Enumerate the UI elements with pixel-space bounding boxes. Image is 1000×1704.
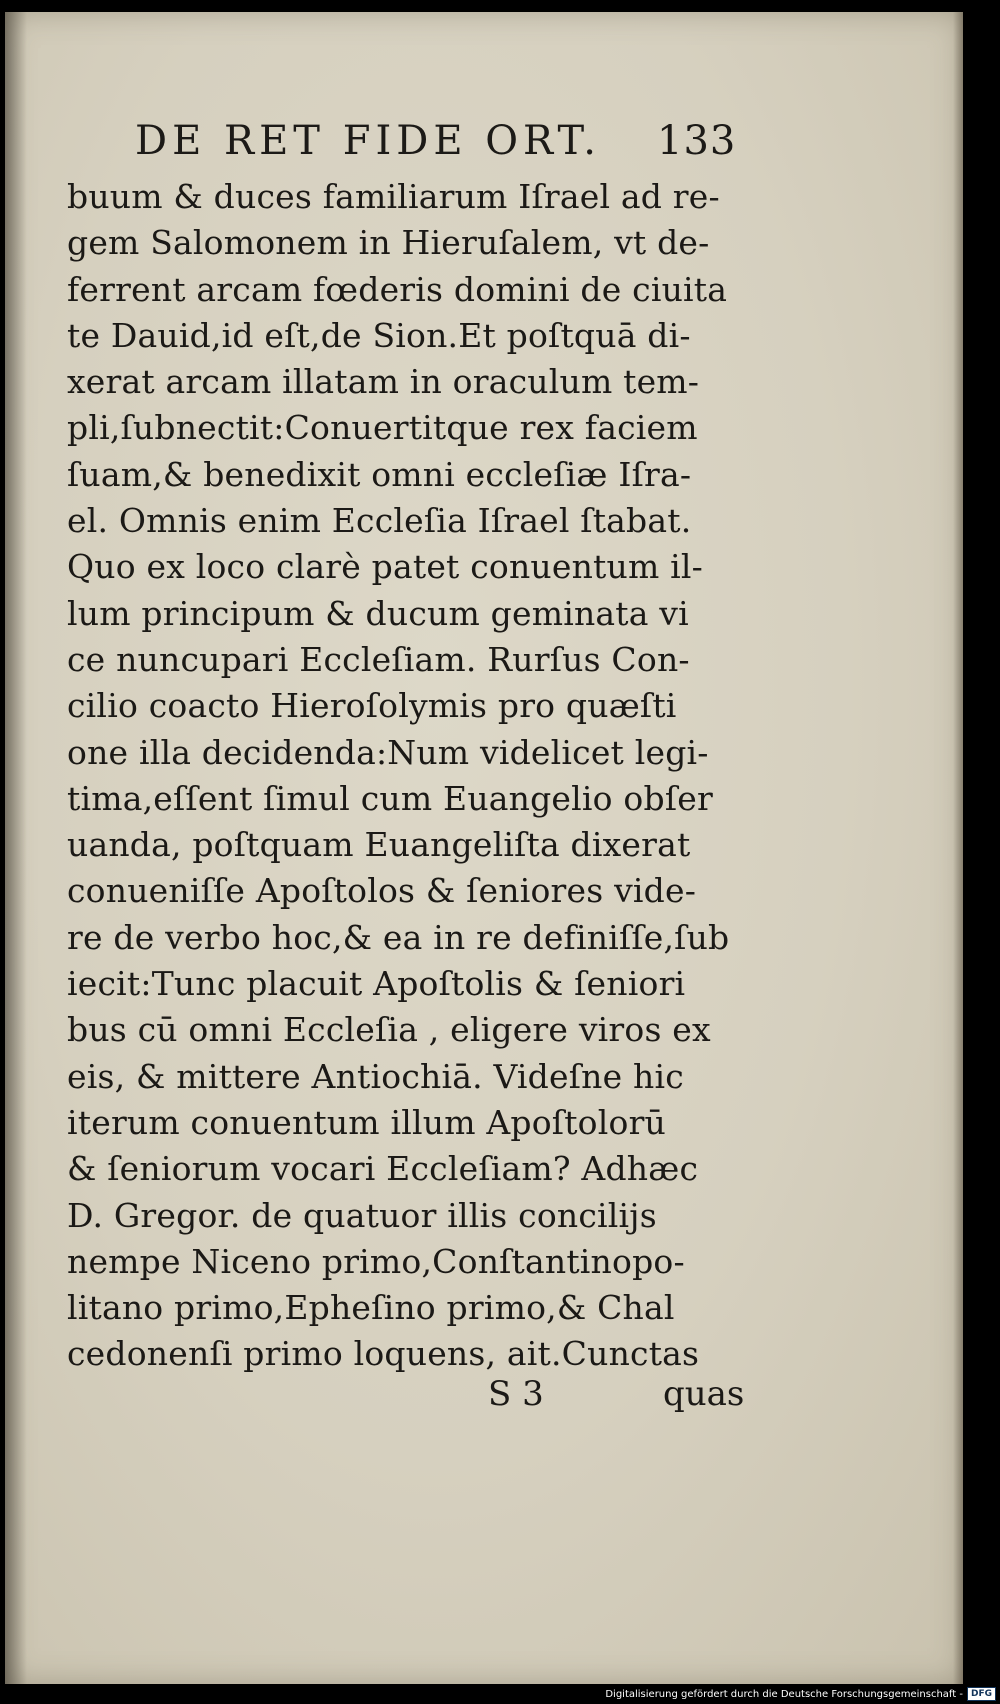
- text-line: iecit:Tunc placuit Apoſtolis & ſeniori: [67, 964, 686, 1004]
- digitization-notice-text: Digitalisierung gefördert durch die Deutsche Forschungsgemeinschaft -: [605, 1688, 963, 1700]
- body-text: [67, 174, 767, 1378]
- text-line: nempe Niceno primo,Conſtantinopo-: [67, 1241, 685, 1281]
- text-line: Quo ex loco clarè patet conuentum il-: [67, 547, 703, 587]
- text-line: tima,eſſent ſimul cum Euangelio obſer: [67, 778, 713, 818]
- dfg-logo: DFG: [967, 1687, 996, 1701]
- text-line: one illa decidenda:Num videlicet legi-: [67, 732, 709, 772]
- text-line: & ſeniorum vocari Eccleſiam? Adhæc: [67, 1149, 699, 1189]
- text-line: xerat arcam illatam in oraculum tem-: [67, 362, 700, 402]
- text-line: bus cū omni Eccleſia , eligere viros ex: [67, 1010, 711, 1050]
- text-line: conueniſſe Apoſtolos & ſeniores vide-: [67, 871, 697, 911]
- text-line: cilio coacto Hieroſolymis pro quæſti: [67, 686, 677, 726]
- text-line: lum principum & ducum geminata vi: [67, 593, 689, 633]
- page-number: 133: [657, 118, 737, 164]
- text-line: uanda, poſtquam Euangeliſta dixerat: [67, 825, 691, 865]
- text-line: litano primo,Epheſino primo,& Chal: [67, 1288, 675, 1328]
- text-line: pli,ſubnectit:Conuertitque rex faciem: [67, 408, 698, 448]
- text-line: buum & duces familiarum Iſrael ad re-: [67, 177, 720, 216]
- text-line: ferrent arcam fœderis domini de ciuita: [67, 269, 728, 309]
- text-line: re de verbo hoc,& ea in re definiſſe,ſub: [67, 917, 730, 957]
- page-edge-shadow: [953, 12, 963, 1684]
- signature-mark: S 3: [488, 1374, 544, 1414]
- text-line: D. Gregor. de quatuor illis concilijs: [67, 1195, 657, 1235]
- text-line: te Dauid,id eſt,de Sion.Et poſtquā di-: [67, 315, 691, 355]
- catchword: quas: [663, 1374, 745, 1414]
- text-line: cedonenſi primo loquens, ait.Cunctas: [67, 1334, 700, 1374]
- running-head: DE RET FIDE ORT.: [135, 118, 601, 164]
- book-page: [5, 12, 963, 1684]
- text-line: ſuam,& benedixit omni eccleſiæ Iſra-: [67, 454, 692, 494]
- text-line: iterum conuentum illum Apoſtolorū: [67, 1102, 667, 1142]
- text-line: el. Omnis enim Eccleſia Iſrael ſtabat.: [67, 501, 692, 541]
- text-line: eis, & mittere Antiochiā. Videſne hic: [67, 1056, 684, 1096]
- spine-shadow: [5, 12, 27, 1684]
- digitization-notice: [605, 1684, 1000, 1704]
- text-line: gem Salomonem in Hieruſalem, vt de-: [67, 223, 710, 263]
- text-line: ce nuncupari Eccleſiam. Rurſus Con-: [67, 639, 690, 679]
